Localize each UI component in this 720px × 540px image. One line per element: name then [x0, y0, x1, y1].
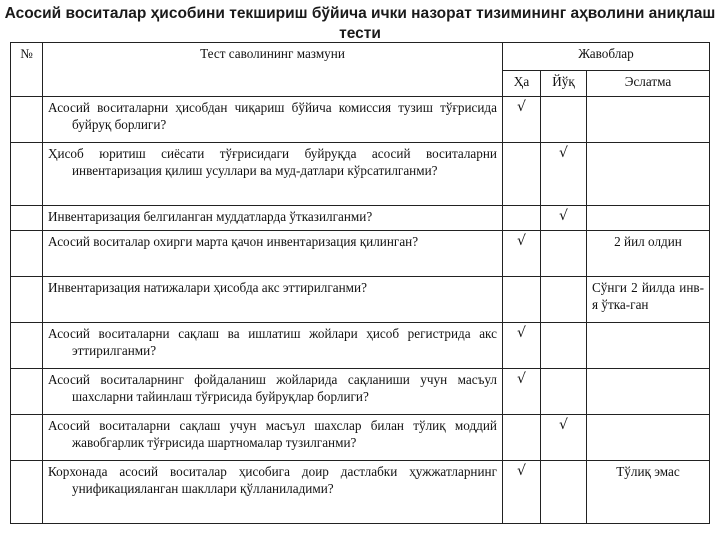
question-text: Асосий воситаларни ҳисобдан чиқариш бўйича комиссия тузиш тўғрисида буйруқ борлиги?: [48, 100, 497, 132]
row-number: [11, 143, 43, 206]
row-question: [43, 231, 503, 277]
row-yes: [503, 143, 541, 206]
audit-test-table: [10, 42, 710, 524]
row-question: [43, 277, 503, 323]
row-question: [43, 206, 503, 231]
row-no: [541, 97, 587, 143]
question-text: Ҳисоб юритиш сиёсати тўғрисидаги буйруқда асосий воситаларни инвентаризация қилиш усуллари ва муд-датлари кўрсатилганми?: [48, 146, 497, 178]
row-note: 2 йил олдин: [587, 231, 710, 277]
row-yes: √: [503, 231, 541, 277]
row-no: [541, 231, 587, 277]
row-number: [11, 97, 43, 143]
row-yes: [503, 415, 541, 461]
row-yes: √: [503, 369, 541, 415]
question-text: Асосий воситаларнинг фойдаланиш жойларида сақланиши учун масъул шахсларни тайинлаш тўғрисида буйруқлар борлиги?: [48, 372, 497, 404]
row-yes: [503, 277, 541, 323]
row-question: [43, 323, 503, 369]
row-question: [43, 143, 503, 206]
row-question: [43, 97, 503, 143]
row-note: [587, 415, 710, 461]
row-note: [587, 97, 710, 143]
row-number: [11, 461, 43, 524]
row-note: Тўлиқ эмас: [587, 461, 710, 524]
question-text: Инвентаризация белгиланган муддатларда ўтказилганми?: [48, 209, 373, 224]
row-number: [11, 277, 43, 323]
table-row: [11, 206, 710, 231]
row-no: [541, 323, 587, 369]
document-title: Асосий воситалар ҳисобини текшириш бўйича ички назорат тизимининг аҳволини аниқлаш тести: [4, 5, 716, 42]
header-row-top: [11, 43, 710, 71]
row-number: [11, 415, 43, 461]
table-row: [11, 143, 710, 206]
row-yes: √: [503, 323, 541, 369]
table-row: [11, 461, 710, 524]
header-no: Йўқ: [541, 71, 587, 97]
row-question: [43, 415, 503, 461]
row-question: [43, 369, 503, 415]
row-question: [43, 461, 503, 524]
header-yes: Ҳа: [503, 71, 541, 97]
row-no: [541, 369, 587, 415]
row-note: [587, 143, 710, 206]
question-text: Инвентаризация натижалари ҳисобда акс эттирилганми?: [48, 280, 367, 295]
row-number: [11, 206, 43, 231]
row-note: Сўнги 2 йилда инв-я ўтка-ган: [587, 277, 710, 323]
row-no: [541, 461, 587, 524]
row-note: [587, 206, 710, 231]
table-row: [11, 369, 710, 415]
question-text: Асосий воситаларни сақлаш учун масъул шахслар билан тўлиқ моддий жавобгарлик тўғрисида шартномалар тузилганми?: [48, 418, 497, 450]
header-note: Эслатма: [587, 71, 710, 97]
header-question: Тест саволининг мазмуни: [43, 43, 503, 97]
header-answers: Жавоблар: [503, 43, 710, 71]
row-number: [11, 369, 43, 415]
row-number: [11, 231, 43, 277]
header-number: №: [11, 43, 43, 97]
row-no: [541, 277, 587, 323]
row-note: [587, 369, 710, 415]
table-row: [11, 231, 710, 277]
table-row: [11, 415, 710, 461]
question-text: Корхонада асосий воситалар ҳисобига доир дастлабки ҳужжатларнинг унификацияланган шакллари қўлланиладими?: [48, 464, 497, 496]
row-no: √: [541, 143, 587, 206]
question-text: Асосий воситалар охирги марта қачон инвентаризация қилинган?: [48, 234, 419, 249]
row-yes: √: [503, 97, 541, 143]
table-row: [11, 277, 710, 323]
table-row: [11, 323, 710, 369]
question-text: Асосий воситаларни сақлаш ва ишлатиш жойлари ҳисоб регистрида акс эттирилганми?: [48, 326, 497, 358]
row-no: √: [541, 415, 587, 461]
table-row: [11, 97, 710, 143]
row-note: [587, 323, 710, 369]
row-number: [11, 323, 43, 369]
row-no: √: [541, 206, 587, 231]
row-yes: [503, 206, 541, 231]
row-yes: √: [503, 461, 541, 524]
